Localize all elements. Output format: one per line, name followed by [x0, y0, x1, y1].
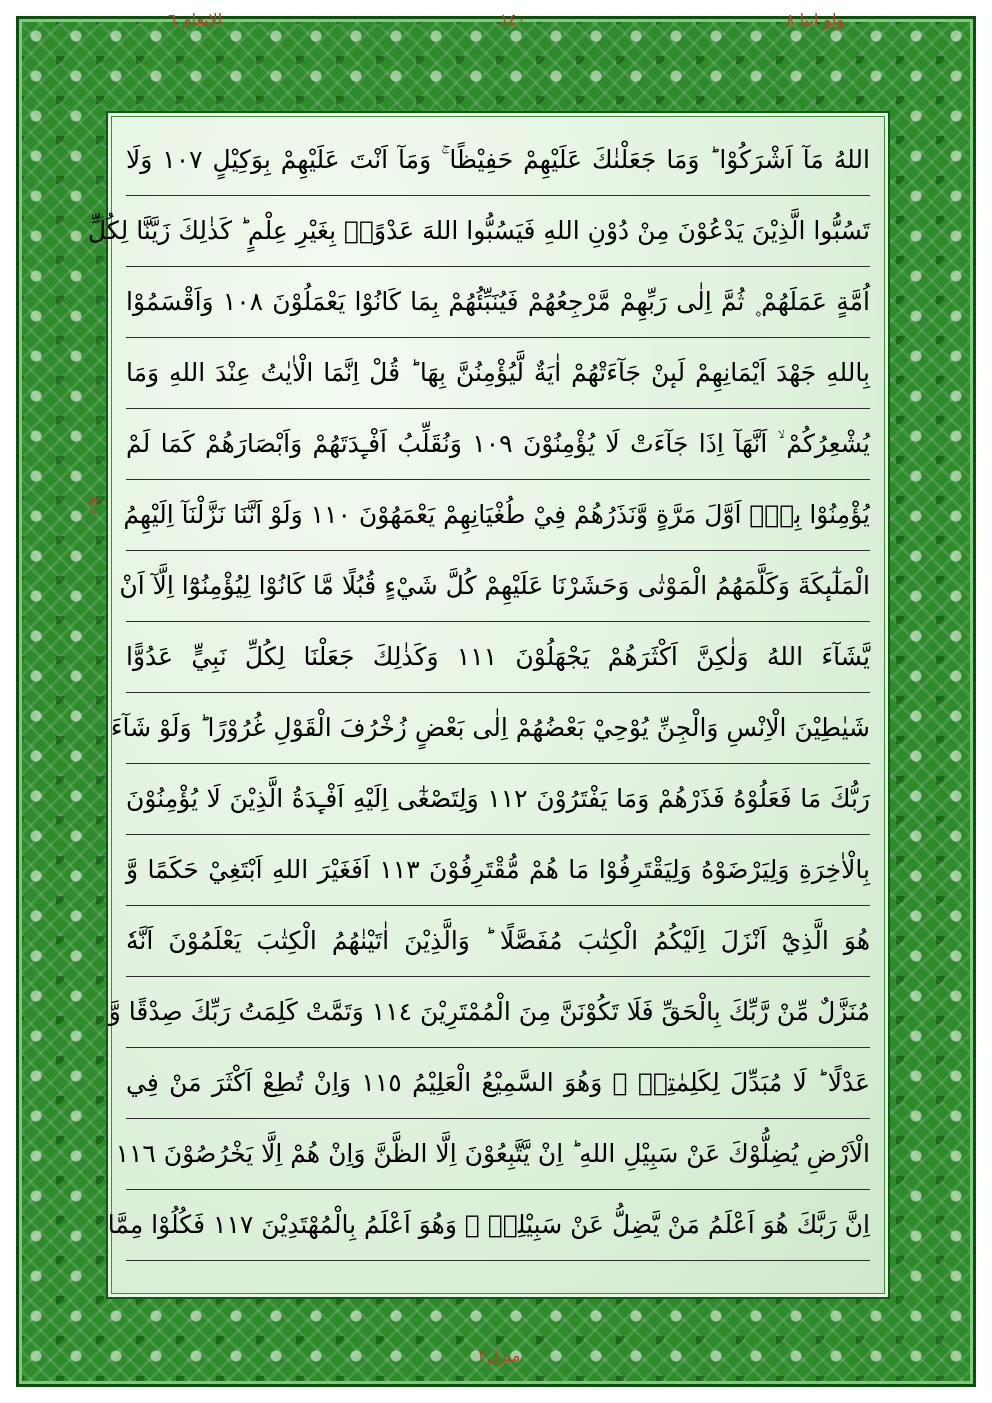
text-line: هُوَ الَّذِيْٓ اَنْزَلَ اِلَيْكُمُ الْكِتٰبَ مُفَصَّلًا ؕ وَالَّذِيْنَ اٰتَيْنٰهُمُ الْكِتٰبَ يَعْلَمُوْنَ اَنَّهٗ: [126, 906, 870, 977]
surah-name-header: الانعام ٦: [168, 10, 223, 29]
text-line: الْاَرْضِ يُضِلُّوْكَ عَنْ سَبِيْلِ اللهِ ؕ اِنْ يَّتَّبِعُوْنَ اِلَّا الظَّنَّ وَاِنْ هُمْ اِلَّا يَخْرُصُوْنَ ١١٦: [126, 1119, 870, 1190]
text-line: مُنَزَّلٌ مِّنْ رَّبِّكَ بِالْحَقِّ فَلَا تَكُوْنَنَّ مِنَ الْمُمْتَرِيْنَ ١١٤ وَتَمَّتْ كَلِمَتُ رَبِّكَ صِدْقًا وَّ: [126, 977, 870, 1048]
text-line: اُمَّةٍ عَمَلَهُمْ ۪ ثُمَّ اِلٰى رَبِّهِمْ مَّرْجِعُهُمْ فَيُنَبِّئُهُمْ بِمَا كَانُوْا يَعْمَلُوْنَ ١٠٨ وَاَقْسَمُوْا: [126, 267, 870, 338]
text-line: يُشْعِرُكُمْ ۙ اَنَّهَآ اِذَا جَآءَتْ لَا يُؤْمِنُوْنَ ١٠٩ وَنُقَلِّبُ اَفْـِٕدَتَهُمْ وَاَبْصَارَهُمْ كَمَا لَمْ: [126, 409, 870, 480]
text-line: تَسُبُّوا الَّذِيْنَ يَدْعُوْنَ مِنْ دُوْنِ اللهِ فَيَسُبُّوا اللهَ عَدْوًاۢ بِغَيْرِ عِلْمٍ ؕ كَذٰلِكَ زَيَّنَّا لِكُلِّ: [126, 196, 870, 267]
text-line: بِاللهِ جَهْدَ اَيْمَانِهِمْ لَىٕنْ جَآءَتْهُمْ اٰيَةٌ لَّيُؤْمِنُنَّ بِهَا ؕ قُلْ اِنَّمَا الْاٰيٰتُ عِنْدَ اللهِ وَمَا: [126, 338, 870, 409]
ruku-marker: ربع: [89, 497, 104, 514]
text-line: يَّشَآءَ اللهُ وَلٰكِنَّ اَكْثَرَهُمْ يَجْهَلُوْنَ ١١١ وَكَذٰلِكَ جَعَلْنَا لِكُلِّ نَبِيٍّ عَدُوًّا: [126, 622, 870, 693]
text-line: اللهُ مَآ اَشْرَكُوْا ؕ وَمَا جَعَلْنٰكَ عَلَيْهِمْ حَفِيْظًا ۚ وَمَآ اَنْتَ عَلَيْهِمْ بِوَكِيْلٍ ١٠٧ وَلَا: [126, 125, 870, 196]
text-line: رَبُّكَ مَا فَعَلُوْهُ فَذَرْهُمْ وَمَا يَفْتَرُوْنَ ١١٢ وَلِتَصْغٰٓى اِلَيْهِ اَفْـِٕدَةُ الَّذِيْنَ لَا يُؤْمِنُوْنَ: [126, 764, 870, 835]
text-line: شَيٰطِيْنَ الْاِنْسِ وَالْجِنِّ يُوْحِيْ بَعْضُهُمْ اِلٰى بَعْضٍ زُخْرُفَ الْقَوْلِ غُرُوْرًا ؕ وَلَوْ شَآءَ: [126, 693, 870, 764]
juz-name-header: ولو اننا ٨: [786, 10, 845, 29]
manzil-marker: منزل٢: [478, 1346, 521, 1365]
page-number-header: ١٤٠: [500, 10, 526, 29]
text-line: الْمَلٰٓىٕكَةَ وَكَلَّمَهُمُ الْمَوْتٰى وَحَشَرْنَا عَلَيْهِمْ كُلَّ شَيْءٍ قُبُلًا مَّا كَانُوْا لِيُؤْمِنُوْٓا اِلَّآ اَنْ: [126, 551, 870, 622]
text-line: بِالْاٰخِرَةِ وَلِيَرْضَوْهُ وَلِيَقْتَرِفُوْا مَا هُمْ مُّقْتَرِفُوْنَ ١١٣ اَفَغَيْرَ اللهِ اَبْتَغِيْ حَكَمًا وَّ: [126, 835, 870, 906]
text-line: اِنَّ رَبَّكَ هُوَ اَعْلَمُ مَنْ يَّضِلُّ عَنْ سَبِيْلِهٖ ۚ وَهُوَ اَعْلَمُ بِالْمُهْتَدِيْنَ ١١٧ فَكُلُوْا مِمَّا: [126, 1190, 870, 1261]
text-line: عَدْلًا ؕ لَا مُبَدِّلَ لِكَلِمٰتِهٖ ۚ وَهُوَ السَّمِيْعُ الْعَلِيْمُ ١١٥ وَاِنْ تُطِعْ اَكْثَرَ مَنْ فِي: [126, 1048, 870, 1119]
text-line: يُؤْمِنُوْا بِهٖٓ اَوَّلَ مَرَّةٍ وَّنَذَرُهُمْ فِيْ طُغْيَانِهِمْ يَعْمَهُوْنَ ١١٠ وَلَوْ اَنَّنَا نَزَّلْنَآ اِلَيْهِمُ: [126, 480, 870, 551]
